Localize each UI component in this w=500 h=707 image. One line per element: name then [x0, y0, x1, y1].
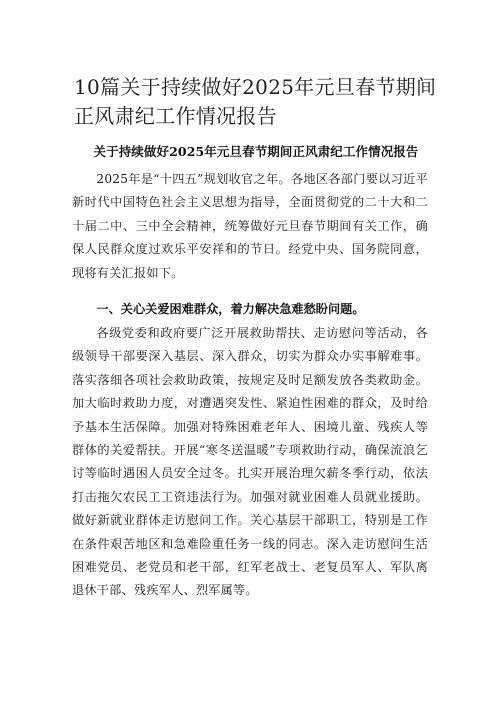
section-paragraph: 各级党委和政府要广泛开展救助帮扶、走访慰问等活动，各级领导干部要深入基层、深入群众，切实为群众办实事解难事。落实落细各项社会救助政策，按规定及时足额发放各类救助金。加大临时救助力度，对遭遇突发性、紧迫性困难的群众，及时给予基本生活保障。加强对特殊困难老年人、困境儿童、残疾人等群体的关爱帮扶。开展“寒冬送温暖”专项救助行动，确保流浪乞讨等临时遇困人员安全过冬。扎实开展治理欠薪冬季行动，依法打击拖欠农民工工资违法行为。加强对就业困难人员就业援助。做好新就业群体走访慰问工作。关心基层干部职工，特别是工作在条件艰苦地区和急难险重任务一线的同志。深入走访慰问生活困难党员、老党员和老干部，红军老战士、老复员军人、军队离退休干部、残疾军人、烈军属等。: [72, 326, 428, 598]
document-title: 10篇关于持续做好2025年元旦春节期间正风肃纪工作情况报告: [74, 75, 437, 129]
section-heading: 一、关心关爱困难群众，着力解决急难愁盼问题。: [96, 302, 365, 316]
intro-paragraph: 2025年是“十四五”规划收官之年。各地区各部门要以习近平新时代中国特色社会主义思想为指导，全面贯彻党的二十大和二十届二中、三中全会精神，统筹做好元旦春节期间有关工作，确保人民群众度过欢乐平安祥和的节日。经党中央、国务院同意，现将有关汇报如下。: [72, 172, 428, 280]
report-heading: 关于持续做好2025年元旦春节期间正风肃纪工作情况报告: [93, 144, 419, 159]
